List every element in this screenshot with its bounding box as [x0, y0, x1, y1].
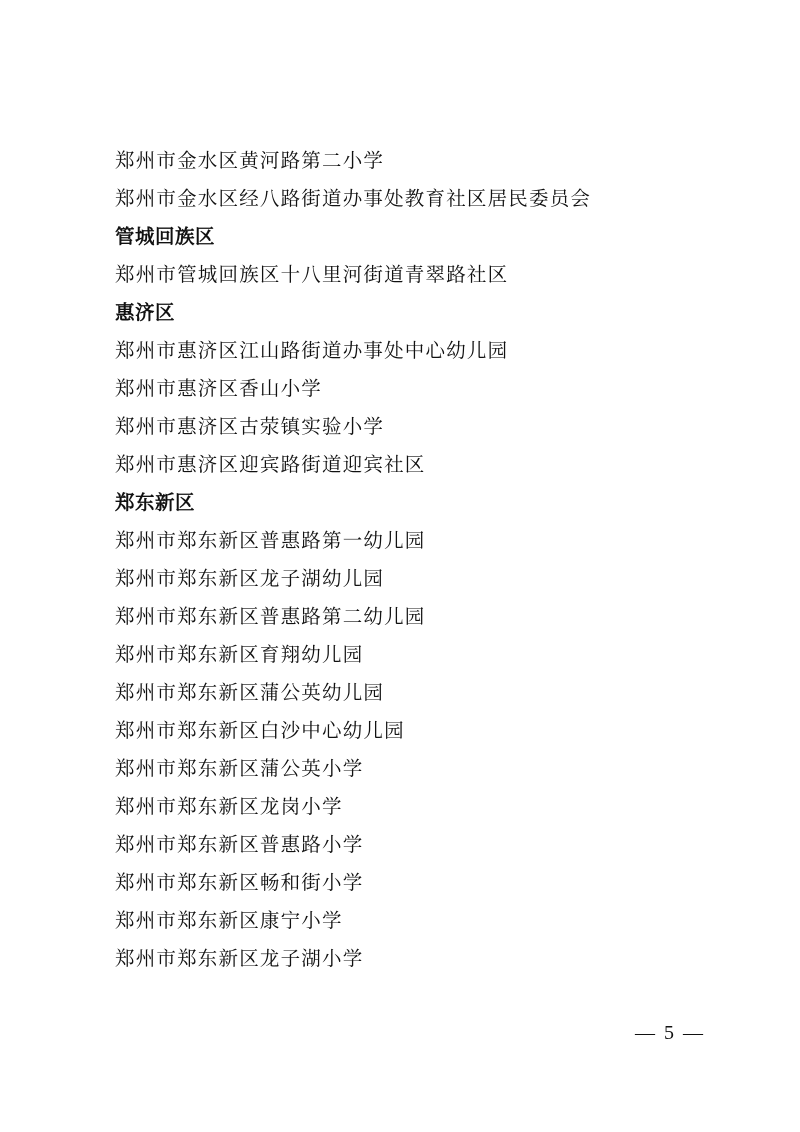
- list-item: 郑州市惠济区江山路街道办事处中心幼儿园: [115, 339, 509, 362]
- list-item: 郑州市郑东新区普惠路第一幼儿园: [115, 529, 426, 552]
- document-body: [115, 142, 715, 978]
- list-item: 郑州市郑东新区普惠路第二幼儿园: [115, 605, 426, 628]
- list-item: 郑州市郑东新区白沙中心幼儿园: [115, 719, 405, 742]
- list-item: 郑州市郑东新区普惠路小学: [115, 833, 364, 856]
- district-heading: 管城回族区: [115, 225, 216, 248]
- list-item: 郑州市郑东新区畅和街小学: [115, 871, 364, 894]
- district-heading: 郑东新区: [115, 491, 196, 514]
- list-item: 郑州市惠济区香山小学: [115, 377, 323, 400]
- list-item: 郑州市郑东新区康宁小学: [115, 909, 343, 932]
- list-item: 郑州市惠济区古荥镇实验小学: [115, 415, 385, 438]
- list-item: 郑州市郑东新区育翔幼儿园: [115, 643, 364, 666]
- list-item: 郑州市郑东新区龙岗小学: [115, 795, 343, 818]
- list-item: 郑州市郑东新区蒲公英幼儿园: [115, 681, 385, 704]
- page-number: — 5 —: [635, 1022, 705, 1044]
- list-item: 郑州市金水区黄河路第二小学: [115, 149, 385, 172]
- list-item: 郑州市金水区经八路街道办事处教育社区居民委员会: [115, 187, 592, 210]
- list-item: 郑州市郑东新区龙子湖小学: [115, 947, 364, 970]
- list-item: 郑州市郑东新区蒲公英小学: [115, 757, 364, 780]
- list-item: 郑州市管城回族区十八里河街道青翠路社区: [115, 263, 509, 286]
- list-item: 郑州市惠济区迎宾路街道迎宾社区: [115, 453, 426, 476]
- district-heading: 惠济区: [115, 301, 176, 324]
- list-item: 郑州市郑东新区龙子湖幼儿园: [115, 567, 385, 590]
